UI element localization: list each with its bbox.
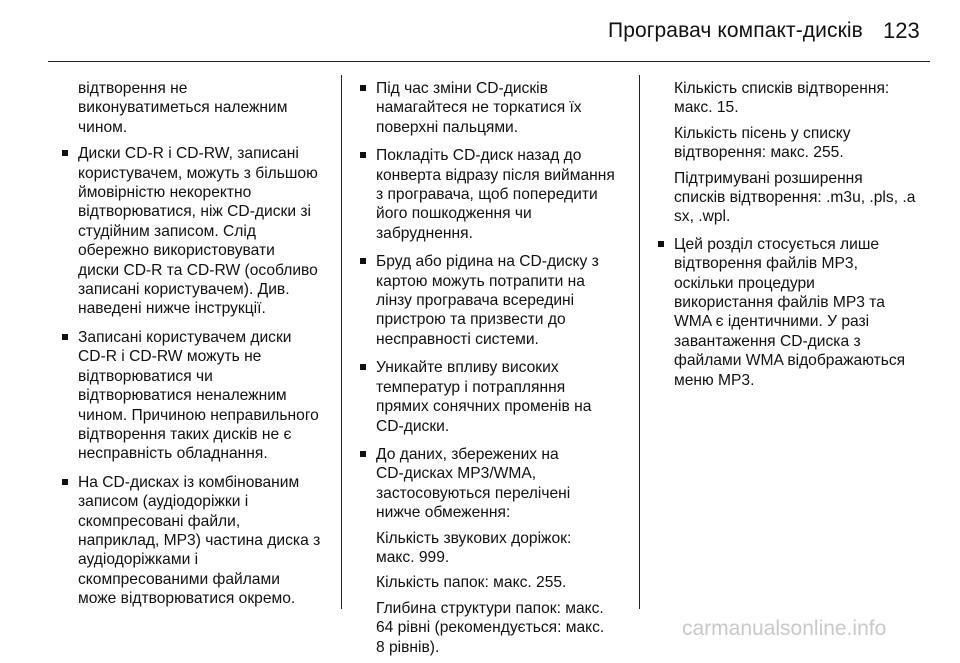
bullet-icon bbox=[62, 479, 68, 485]
column-2 bbox=[358, 79, 636, 663]
bullet-list bbox=[358, 79, 636, 523]
bullet-icon bbox=[360, 152, 366, 158]
bullet-icon bbox=[360, 451, 366, 457]
bullet-icon bbox=[62, 150, 68, 156]
limit-paragraph: Кількість папок: макс. 255. bbox=[376, 574, 567, 592]
continued-paragraph: відтворення не виконуватиметься належним чином. bbox=[78, 80, 288, 136]
column-divider-1 bbox=[341, 75, 342, 609]
list-item: Записані користувачем диски CD-R і CD-RW можуть не відтворюватися чи відтворюватися неналежним чином. Причиною неправильного відтворення таких дисків не є несправність обладнання. bbox=[60, 328, 338, 464]
bullet-icon bbox=[658, 241, 664, 247]
page-number: 123 bbox=[883, 18, 920, 43]
bullet-icon bbox=[360, 364, 366, 370]
column-divider-2 bbox=[639, 75, 640, 609]
list-item: Бруд або рідина на CD-диску з картою можуть потрапити на лінзу програвача всередині пристрою та призвести до несправності системи. bbox=[358, 252, 636, 349]
list-item: Покладіть CD-диск назад до конверта відразу після виймання з програвача, щоб попередити його пошкодження чи забруднення. bbox=[358, 146, 636, 243]
watermark: carmanualsonline.info bbox=[682, 617, 887, 640]
bullet-icon bbox=[360, 85, 366, 91]
limit-paragraph: Кількість пісень у списку відтворення: макс. 255. bbox=[674, 124, 851, 162]
page-title: Програвач компакт-дисків bbox=[608, 19, 863, 42]
list-item: Диски CD-R і CD-RW, записані користувачем, можуть з більшою ймовірністю некоректно відтворюватися, ніж CD-диски зі студійним записом. Слід обережно використовувати диски CD-R та CD-RW (особливо записані користувачем). Див. наведені нижче інструкції. bbox=[60, 144, 338, 319]
bullet-icon bbox=[62, 334, 68, 340]
page-header bbox=[0, 0, 960, 60]
bullet-icon bbox=[360, 258, 366, 264]
column-1 bbox=[60, 79, 338, 618]
column-3 bbox=[656, 79, 936, 399]
list-item: Цей розділ стосується лише відтворення файлів MP3, оскільки процедури використання файлів MP3 та WMA є ідентичними. У разі завантаження CD-диска з файлами WMA відображаються меню MP3. bbox=[656, 235, 936, 390]
header-rule bbox=[48, 61, 930, 62]
bullet-list bbox=[60, 144, 338, 608]
limit-paragraph: Кількість списків відтворення: макс. 15. bbox=[674, 80, 890, 117]
list-item: До даних, збережених на CD-дисках MP3/WMA, застосовуються перелічені нижче обмеження: bbox=[358, 445, 636, 523]
limit-paragraph: Кількість звукових доріжок: макс. 999. bbox=[376, 529, 572, 566]
list-item: Уникайте впливу високих температур і потрапляння прямих сонячних променів на CD-диски. bbox=[358, 358, 636, 436]
list-item: Під час зміни CD-дисків намагайтеся не торкатися їх поверхні пальцями. bbox=[358, 79, 636, 137]
limit-paragraph: Глибина структури папок: макс. 64 рівні (рекомендується: макс. 8 рівнів). bbox=[376, 599, 605, 656]
list-item: На CD-дисках із комбінованим записом (аудіодоріжки і скомпресовані файли, наприклад, MP3) частина диска з аудіодоріжками і скомпресованими файлами може відтворюватися окремо. bbox=[60, 473, 338, 609]
bullet-list bbox=[656, 235, 936, 390]
limit-paragraph: Підтримувані розширення списків відтворення: .m3u, .pls, .a sx, .wpl. bbox=[674, 169, 916, 226]
